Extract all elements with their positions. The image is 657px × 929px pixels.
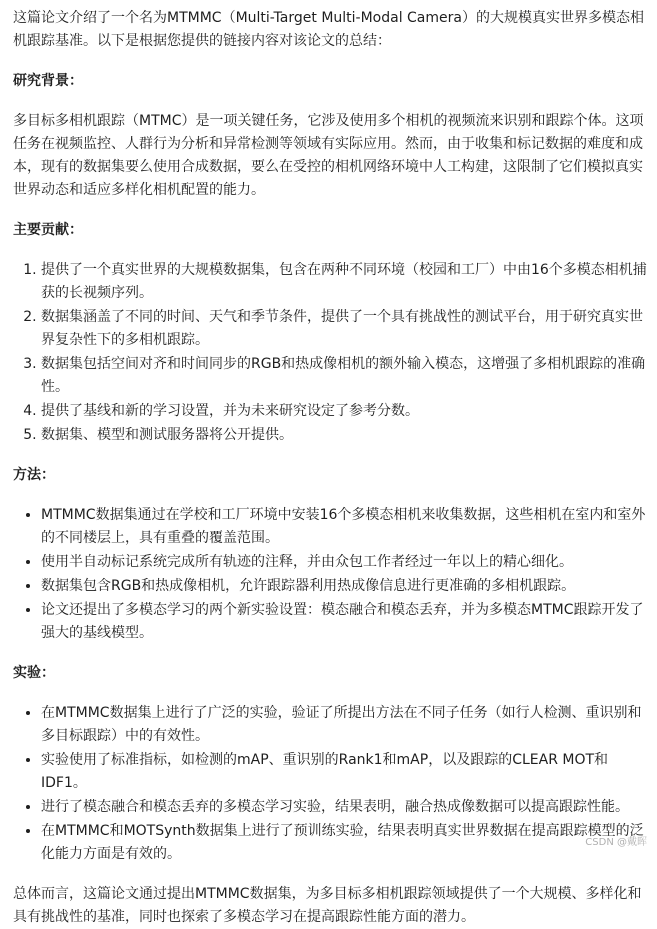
list-item: • 论文还提出了多模态学习的两个新实验设置：模态融合和模态丢弃，并为多模态MTMC跟踪开发了强大的基线模型。 <box>41 599 651 645</box>
experiments-list <box>13 702 651 866</box>
list-item: • 实验使用了标准指标，如检测的mAP、重识别的Rank1和mAP，以及跟踪的CLEAR MOT和IDF1。 <box>41 749 651 795</box>
list-item: • 进行了模态融合和模态丢弃的多模态学习实验，结果表明，融合热成像数据可以提高跟踪性能。 <box>41 796 651 819</box>
methods-list <box>13 504 651 645</box>
summary-paragraph: 总体而言，这篇论文通过提出MTMMC数据集，为多目标多相机跟踪领域提供了一个大规模、多样化和具有挑战性的基准，同时也探索了多模态学习在提高跟踪性能方面的潜力。 <box>13 886 642 925</box>
list-item: 4. 提供了基线和新的学习设置，并为未来研究设定了参考分数。 <box>41 400 651 423</box>
list-item: • 在MTMMC数据集上进行了广泛的实验，验证了所提出方法在不同子任务（如行人检测、重识别和多目标跟踪）中的有效性。 <box>41 702 651 748</box>
list-item: 5. 数据集、模型和测试服务器将公开提供。 <box>41 424 651 447</box>
experiments-heading: 实验： <box>13 665 55 681</box>
intro-paragraph: 这篇论文介绍了一个名为MTMMC（Multi-Target Multi-Modal Camera）的大规模真实世界多模态相机跟踪基准。以下是根据您提供的链接内容对该论文的总结： <box>13 10 644 49</box>
list-item: • 在MTMMC和MOTSynth数据集上进行了预训练实验，结果表明真实世界数据在提高跟踪模型的泛化能力方面是有效的。 <box>41 820 651 866</box>
article-body <box>13 7 651 929</box>
background-heading: 研究背景： <box>13 73 83 89</box>
contributions-heading: 主要贡献： <box>13 222 83 238</box>
list-item: 3. 数据集包括空间对齐和时间同步的RGB和热成像相机的额外输入模态，这增强了多相机跟踪的准确性。 <box>41 353 651 399</box>
methods-heading: 方法： <box>13 467 55 483</box>
list-item: 2. 数据集涵盖了不同的时间、天气和季节条件，提供了一个具有挑战性的测试平台，用于研究真实世界复杂性下的多相机跟踪。 <box>41 306 651 352</box>
list-item: 1. 提供了一个真实世界的大规模数据集，包含在两种不同环境（校园和工厂）中由16个多模态相机捕获的长视频序列。 <box>41 259 651 305</box>
list-item: • 数据集包含RGB和热成像相机，允许跟踪器利用热成像信息进行更准确的多相机跟踪。 <box>41 575 651 598</box>
watermark: CSDN @戴晖 <box>585 837 647 848</box>
list-item: • 使用半自动标记系统完成所有轨迹的注释，并由众包工作者经过一年以上的精心细化。 <box>41 551 651 574</box>
contributions-list <box>13 259 651 447</box>
list-item: • MTMMC数据集通过在学校和工厂环境中安装16个多模态相机来收集数据，这些相机在室内和室外的不同楼层上，具有重叠的覆盖范围。 <box>41 504 651 550</box>
background-paragraph: 多目标多相机跟踪（MTMC）是一项关键任务，它涉及使用多个相机的视频流来识别和跟踪个体。这项任务在视频监控、人群行为分析和异常检测等领域有实际应用。然而，由于收集和标记数据的难度和成本，现有的数据集要么使用合成数据，要么在受控的相机网络环境中人工构建，这限制了它们模拟真实世界动态和适应多样化相机配置的能力。 <box>13 113 644 198</box>
